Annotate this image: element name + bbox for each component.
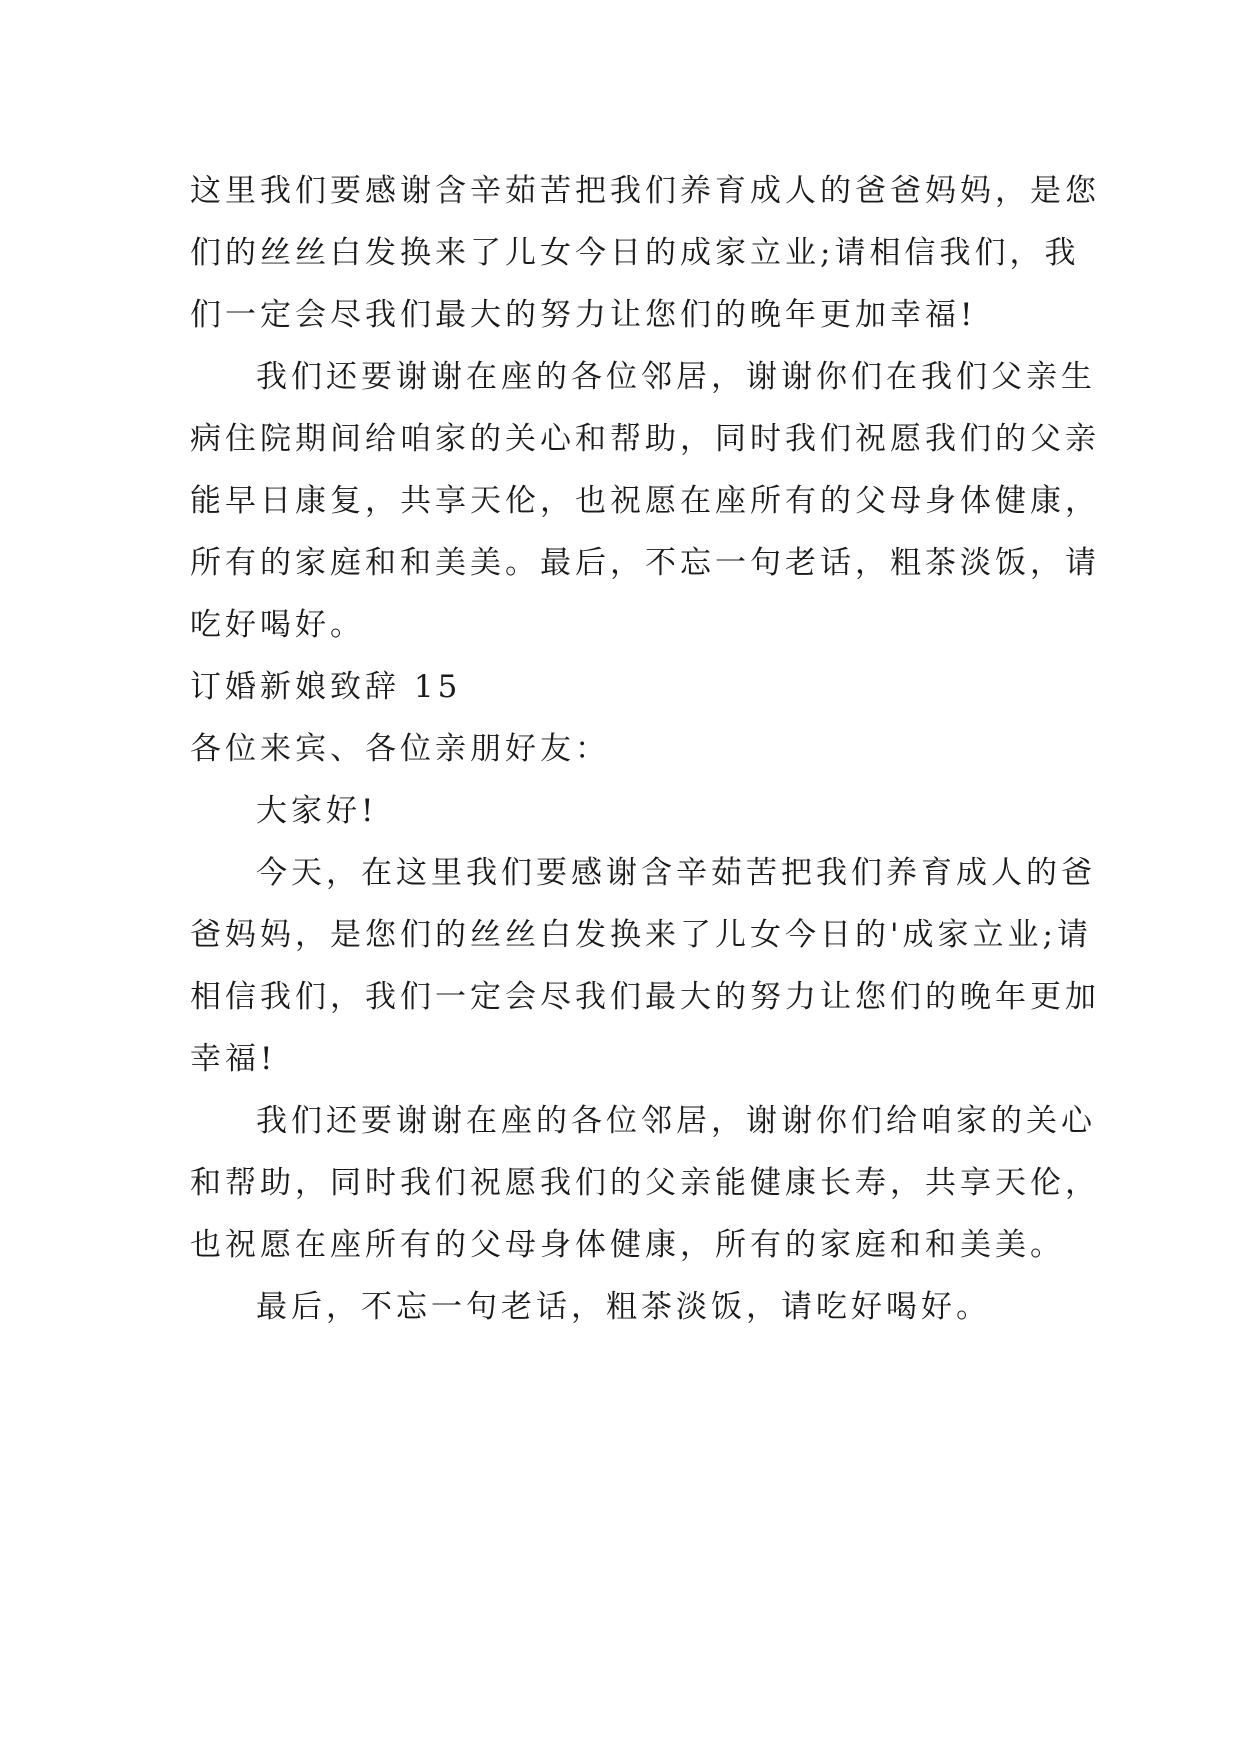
body-text-line: 吃好喝好。 (190, 607, 365, 643)
greeting: 大家好! (256, 793, 378, 829)
body-text-line: 爸妈妈，是您们的丝丝白发换来了儿女今日的'成家立业;请 (190, 917, 1092, 953)
document-body (190, 160, 1100, 1338)
body-text-line: 这里我们要感谢含辛茹苦把我们养育成人的爸爸妈妈，是您 (190, 173, 1100, 209)
body-text-line: 我们还要谢谢在座的各位邻居，谢谢你们给咱家的关心 (256, 1103, 1096, 1139)
body-text-line: 病住院期间给咱家的关心和帮助，同时我们祝愿我们的父亲 (190, 421, 1100, 457)
body-text-line: 幸福! (190, 1041, 277, 1077)
body-text-line: 最后，不忘一句老话，粗茶淡饭，请吃好喝好。 (256, 1289, 991, 1325)
body-text-line: 所有的家庭和和美美。最后，不忘一句老话，粗茶淡饭，请 (190, 545, 1100, 581)
body-text-line: 们一定会尽我们最大的努力让您们的晚年更加幸福! (190, 297, 977, 333)
section-heading: 订婚新娘致辞 15 (190, 669, 462, 705)
body-text-line: 相信我们，我们一定会尽我们最大的努力让您们的晚年更加 (190, 979, 1100, 1015)
body-text-line: 和帮助，同时我们祝愿我们的父亲能健康长寿，共享天伦， (190, 1165, 1100, 1201)
body-text-line: 也祝愿在座所有的父母身体健康，所有的家庭和和美美。 (190, 1227, 1065, 1263)
body-text-line: 能早日康复，共享天伦，也祝愿在座所有的父母身体健康， (190, 483, 1100, 519)
body-text-line: 们的丝丝白发换来了儿女今日的成家立业;请相信我们，我 (190, 235, 1080, 271)
body-text-line: 我们还要谢谢在座的各位邻居，谢谢你们在我们父亲生 (256, 359, 1096, 395)
salutation: 各位来宾、各位亲朋好友： (190, 731, 610, 767)
body-text-line: 今天，在这里我们要感谢含辛茹苦把我们养育成人的爸 (256, 855, 1096, 891)
